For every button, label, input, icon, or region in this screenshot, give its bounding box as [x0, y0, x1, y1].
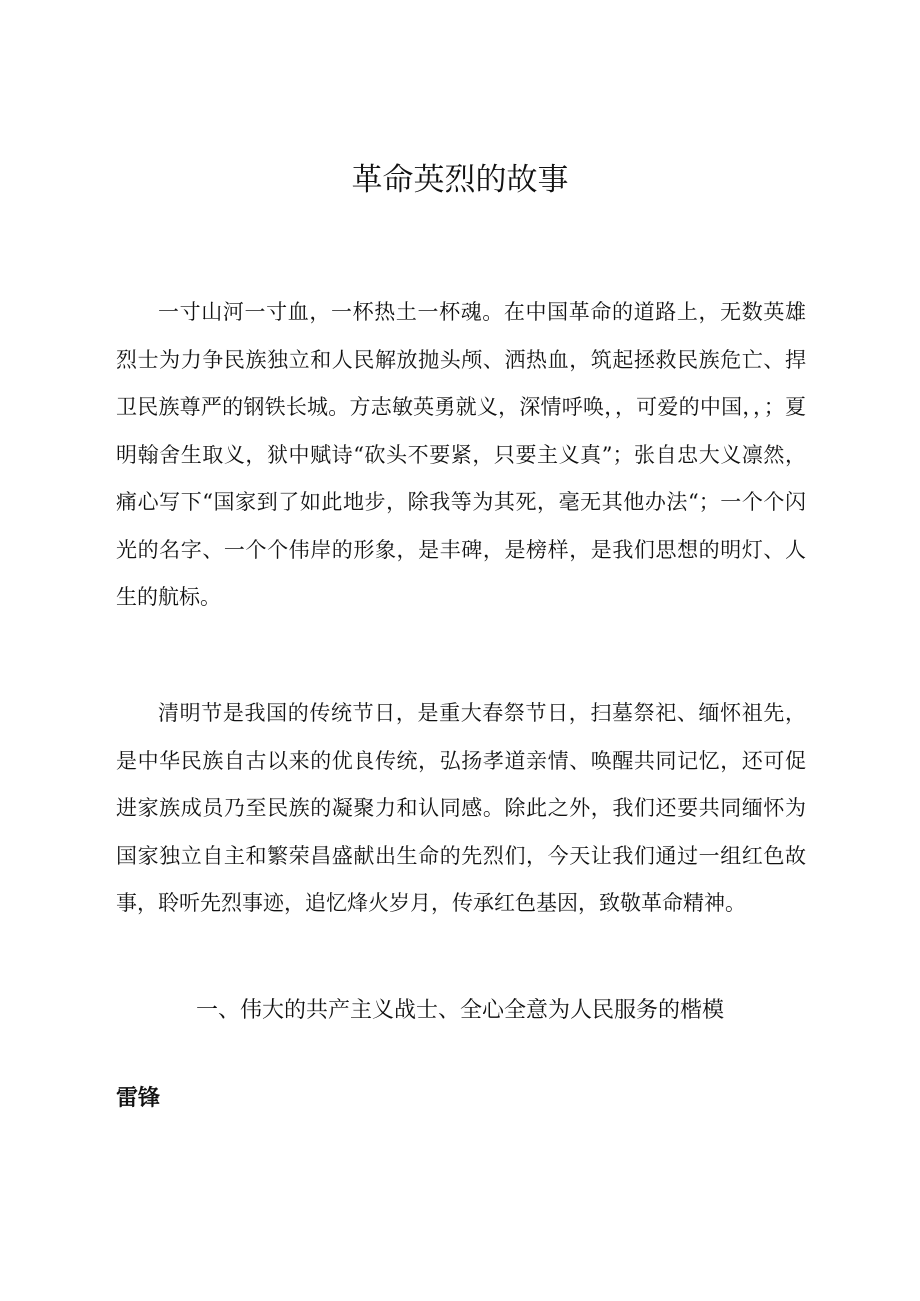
document-title: 革命英烈的故事 [351, 162, 569, 198]
intro-paragraph: 一寸山河一寸血，一杯热土一杯魂。在中国革命的道路上，无数英雄烈士为力争民族独立和人民解放抛头颅、洒热血，筑起拯救民族危亡、捍卫民族尊严的钢铁长城。方志敏英勇就义，深情呼唤，，可爱的中国，，；夏明翰舍生取义，狱中赋诗“砍头不要紧，只要主义真”；张自忠大义凛然，痛心写下“国家到了如此地步，除我等为其死，毫无其他办法“；一个个闪光的名字、一个个伟岸的形象，是丰碑，是榜样，是我们思想的明灯、人生的航标。 [116, 300, 806, 609]
hero-name-heading: 雷锋 [116, 1086, 161, 1111]
qingming-paragraph: 清明节是我国的传统节日，是重大春祭节日，扫墓祭祀、缅怀祖先，是中华民族自古以来的优良传统，弘扬孝道亲情、唤醒共同记忆，还可促进家族成员乃至民族的凝聚力和认同感。除此之外，我们还要共同缅怀为国家独立自主和繁荣昌盛献出生命的先烈们，今天让我们通过一组红色故事，聆听先烈事迹，追忆烽火岁月，传承红色基因，致敬革命精神。 [116, 701, 806, 915]
section-heading: 一、伟大的共产主义战士、全心全意为人民服务的楷模 [195, 998, 724, 1023]
